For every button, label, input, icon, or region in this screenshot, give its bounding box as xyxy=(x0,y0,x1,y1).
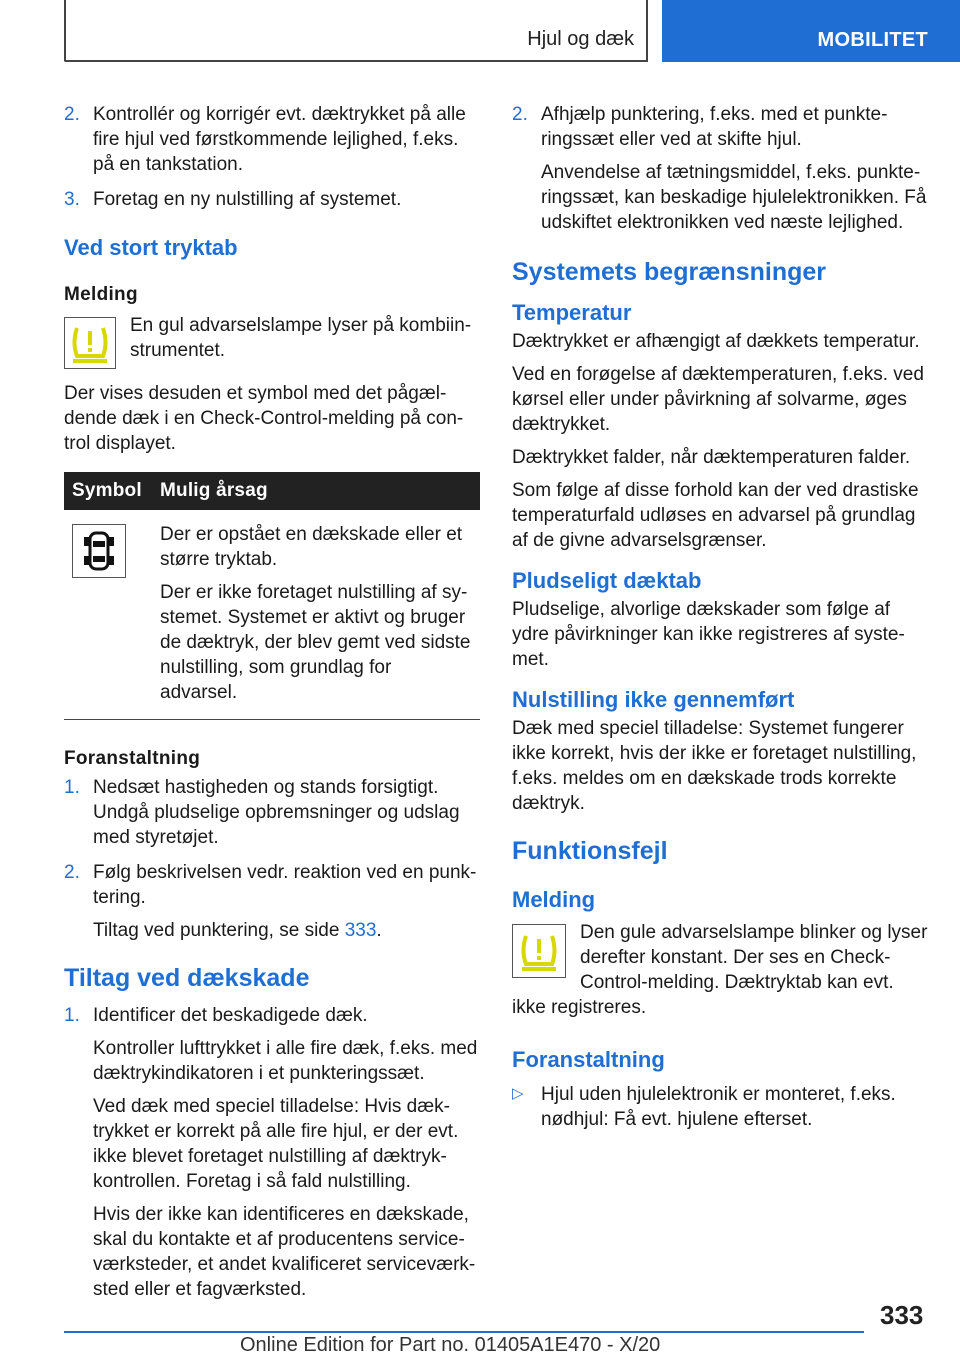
step-number: 2. xyxy=(64,862,80,883)
cause-text-1: Der er opstået en dækskade eller et større tryktab. xyxy=(160,524,463,570)
step-text: Afhjælp punktering, f.eks. med et punkteringssæt eller ved at skifte hjul. xyxy=(541,104,888,150)
list-item xyxy=(512,1082,928,1132)
melding-text: Den gule advarselslampe blinker og lyser derefter konstant. Der ses en Check-Control-melding. Dæktryktab kan evt. xyxy=(580,922,928,993)
list-item xyxy=(64,102,480,177)
section-title: Hjul og dæk xyxy=(527,28,634,50)
step-number: 3. xyxy=(64,189,80,210)
display-text: Der vises desuden et symbol med det pågældende dæk i en Check-Control-melding på control displayet. xyxy=(64,383,464,454)
footer-divider xyxy=(64,1331,864,1333)
heading-systemets-begraensninger: Systemets begrænsninger xyxy=(512,258,826,286)
header-chapter-tab xyxy=(662,0,960,62)
cause-text-2: Der er ikke foretaget nulstilling af systemet. Systemet er aktivt og bruger de dæktryk, der blev gemt ved sidste nulstilling, som grundlag for advarsel. xyxy=(160,582,471,703)
symbol-table xyxy=(64,472,480,720)
step-text: Kontroller lufttrykket i alle fire dæk, f.eks. med dæktrykindikatoren i et punkteringssæt. xyxy=(93,1038,478,1084)
heading-ved-stort-tryktab: Ved stort tryktab xyxy=(64,235,238,260)
step-text: Ved dæk med speciel tilladelse: Hvis dæktrykket er korrekt på alle fire hjul, er der evt. ikke blevet foretaget nulstilling af dæktrykkontrollen. Foretag i så fald nulstilling. xyxy=(93,1096,459,1192)
heading-foranstaltning: Foranstaltning xyxy=(512,1047,665,1072)
temp-text-4: Som følge af disse forhold kan der ved drastiske temperaturfald udløses en advarsel på grundlag af de givne advarselsgrænser. xyxy=(512,480,919,551)
temp-text-2: Ved en forøgelse af dæktemperaturen, f.eks. ved kørsel eller under påvirkning af solvarme, øges dæktrykket. xyxy=(512,364,924,435)
table-header-symbol: Symbol xyxy=(64,472,152,510)
heading-temperatur: Temperatur xyxy=(512,300,632,325)
melding-text: En gul advarselslampe lyser på kombiinstrumentet. xyxy=(130,315,472,361)
nulstilling-text: Dæk med speciel tilladelse: Systemet fungerer ikke korrekt, hvis der ikke er foretaget nulstilling, f.eks. meldes om en dækskade trods korrekte dæktryk. xyxy=(512,718,917,814)
footer-edition: Online Edition for Part no. 01405A1E470 - X/20 xyxy=(240,1334,661,1356)
melding-row xyxy=(512,920,928,995)
list-item xyxy=(64,860,480,943)
step-text: Identificer det beskadigede dæk. xyxy=(93,1005,368,1026)
step-text: Nedsæt hastigheden og stands forsigtigt. Undgå pludselige opbremsninger og udslag med styretøjet. xyxy=(93,777,460,848)
melding-label: Melding xyxy=(64,284,138,305)
pludseligt-text: Pludselige, alvorlige dækskader som følge af ydre påvirkninger kan ikke registreres af systemet. xyxy=(512,599,905,670)
tiltag-reference xyxy=(93,918,480,943)
step-number: 2. xyxy=(512,104,528,125)
step-text: Følg beskrivelsen vedr. reaktion ved en punktering. xyxy=(93,862,477,908)
heading-funktionsfejl: Funktionsfejl xyxy=(512,837,668,865)
step-text: Foretag en ny nulstilling af systemet. xyxy=(93,189,402,210)
car-tire-damage-icon xyxy=(72,524,126,578)
chapter-title: MOBILITET xyxy=(817,29,928,51)
heading-tiltag-ved-daekskade: Tiltag ved dækskade xyxy=(64,964,310,992)
tiltag-ref-prefix: Tiltag ved punktering, se side xyxy=(93,920,345,941)
step-text: Hvis der ikke kan identificeres en dækskade, skal du kontakte et af producentens serviceværksteder, et andet kvalificeret serviceværksted eller et fagværksted. xyxy=(93,1204,476,1300)
right-column xyxy=(512,102,928,1142)
table-header-cause: Mulig årsag xyxy=(152,472,480,510)
page-number: 333 xyxy=(880,1300,924,1330)
melding-row xyxy=(64,313,480,369)
heading-nulstilling: Nulstilling ikke gennemført xyxy=(512,687,795,712)
melding-tail-text: ikke registreres. xyxy=(512,997,647,1018)
temp-text-1: Dæktrykket er afhængigt af dækkets temperatur. xyxy=(512,331,920,352)
table-symbol-cell xyxy=(64,510,152,720)
temp-text-3: Dæktrykket falder, når dæktemperaturen falder. xyxy=(512,447,911,468)
step-text: Anvendelse af tætningsmiddel, f.eks. punkteringssæt, kan beskadige hjulelektronikken. Få udskiftet elektronikken ved næste lejlighed. xyxy=(541,162,927,233)
list-item xyxy=(64,775,480,850)
table-row xyxy=(64,510,480,720)
step-number: 2. xyxy=(64,104,80,125)
tire-pressure-warning-icon xyxy=(64,317,116,369)
list-item xyxy=(64,1003,480,1302)
heading-pludseligt-daektab: Pludseligt dæktab xyxy=(512,568,702,593)
table-header-row xyxy=(64,472,480,510)
bullet-text: Hjul uden hjulelektronik er monteret, f.eks. nødhjul: Få evt. hjulene efterset. xyxy=(541,1084,896,1130)
header-section-box xyxy=(64,0,648,62)
table-cause-cell xyxy=(152,510,480,720)
step-text: Kontrollér og korrigér evt. dæktrykket på alle fire hjul ved førstkommende lejlighed, f.eks. på en tankstation. xyxy=(93,104,466,175)
step-number: 1. xyxy=(64,777,80,798)
list-item xyxy=(512,102,928,235)
list-item xyxy=(64,187,480,212)
step-number: 1. xyxy=(64,1005,80,1026)
tire-pressure-warning-icon xyxy=(512,924,566,978)
tiltag-ref-suffix: . xyxy=(376,920,382,941)
page-link[interactable]: 333 xyxy=(344,920,377,941)
left-column xyxy=(64,102,480,1312)
foranstaltning-label: Foranstaltning xyxy=(64,748,201,769)
heading-melding: Melding xyxy=(512,887,596,912)
triangle-bullet-icon: ▷ xyxy=(512,1085,524,1102)
